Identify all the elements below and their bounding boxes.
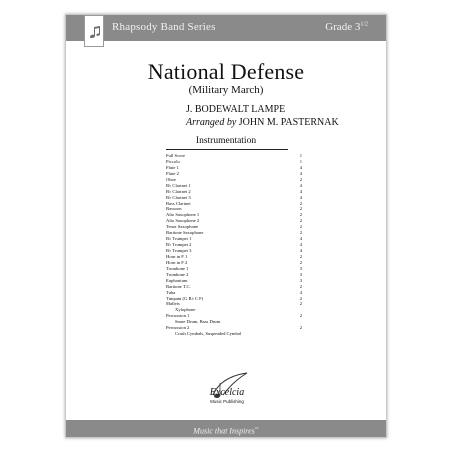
instrument-name: Horn in F 1	[166, 253, 188, 259]
instrument-name: B♭ Trumpet 2	[166, 242, 192, 248]
footer-bar	[66, 420, 386, 437]
instrument-name: Timpani (G B♭ C F)	[166, 295, 204, 301]
instrument-quantity: 2	[299, 230, 302, 236]
instrument-name: Alto Saxophone 1	[166, 212, 200, 218]
instrument-name: Tuba	[166, 289, 176, 295]
instrument-name: Crash Cymbals, Suspended Cymbal	[175, 331, 242, 337]
instrument-quantity: 4	[299, 170, 302, 176]
instrument-name: Xylophone	[175, 307, 196, 313]
series-name: Rhapsody Band Series	[112, 21, 216, 33]
arranger-name: JOHN M. PASTERNAK	[238, 117, 339, 128]
footer-tagline: Music that Inspires	[193, 426, 255, 436]
music-note-icon	[87, 24, 103, 40]
instrument-quantity: 2	[299, 259, 302, 265]
instrumentation-heading: Instrumentation	[195, 136, 257, 146]
instrument-quantity: 2	[299, 295, 302, 301]
instrument-name: Mallets	[166, 301, 180, 307]
instrument-name: Horn in F 2	[166, 259, 188, 265]
instrument-quantity: 2	[299, 253, 302, 259]
instrument-quantity: 2	[299, 283, 302, 289]
publisher-tagline: Music Publishing	[210, 399, 244, 404]
instrument-quantity: 4	[299, 236, 302, 242]
instrument-name: Trombone 1	[166, 265, 189, 271]
instrument-quantity: 1	[299, 158, 302, 164]
series-header-bar	[66, 15, 386, 41]
instrument-name: B♭ Trumpet 3	[166, 248, 192, 253]
instrument-quantity: 2	[299, 218, 302, 224]
instrument-quantity: 2	[299, 200, 302, 206]
instrument-name: Full Score	[166, 153, 186, 158]
instrumentation-list	[166, 153, 302, 337]
instrument-name: Snare Drum, Bass Drum	[175, 319, 221, 325]
instrument-name: Trombone 2	[166, 271, 189, 277]
instrument-row	[166, 331, 302, 337]
instrument-name: Flute 2	[166, 170, 179, 176]
instrument-quantity: 2	[299, 224, 302, 230]
instrument-name: Oboe	[166, 176, 176, 182]
instrument-name: Bassoon	[166, 206, 182, 212]
piece-title: National Defense	[147, 59, 305, 84]
score-cover	[65, 14, 387, 438]
composer-name: J. BODEWALT LAMPE	[186, 104, 286, 115]
instrument-name: B♭ Clarinet 3	[166, 194, 191, 200]
grade-number: Grade 3	[325, 21, 361, 33]
instrument-name: Flute 1	[166, 164, 179, 170]
piece-subtitle: (Military March)	[188, 84, 264, 96]
arranger-credit	[186, 117, 339, 128]
instrument-name: Percussion 1	[166, 313, 190, 319]
instrument-name: Alto Saxophone 2	[166, 218, 200, 224]
trademark-mark: ™	[254, 426, 259, 431]
instrument-quantity: 2	[299, 325, 302, 331]
grade-fraction: 1/2	[360, 21, 368, 28]
series-logo	[84, 15, 104, 47]
instrumentation-divider	[166, 149, 288, 150]
instrument-quantity: 4	[299, 289, 302, 295]
instrument-quantity: 4	[299, 188, 302, 194]
instrument-quantity: 2	[299, 301, 302, 307]
publisher-logo	[189, 371, 265, 415]
publisher-name: Excelcia	[209, 387, 245, 398]
instrument-name: B♭ Clarinet 1	[166, 182, 191, 188]
instrument-quantity: 2	[299, 313, 302, 319]
instrument-name: Bass Clarinet	[166, 200, 191, 206]
instrument-quantity: 3	[299, 265, 302, 271]
instrument-quantity: 4	[299, 164, 302, 170]
instrument-name: Piccolo	[166, 158, 180, 164]
instrument-quantity: 2	[299, 176, 302, 182]
instrument-name: Baritone T.C.	[166, 283, 191, 289]
instrument-quantity: 4	[299, 248, 302, 253]
instrument-name: Tenor Saxophone	[166, 224, 199, 230]
instrument-quantity: 4	[299, 182, 302, 188]
instrument-quantity: 4	[299, 194, 302, 200]
instrument-name: B♭ Clarinet 2	[166, 188, 191, 194]
instrument-quantity: 3	[299, 271, 302, 277]
arranger-lead: Arranged by	[186, 117, 237, 128]
instrument-quantity: 3	[299, 277, 302, 283]
instrument-name: Baritone Saxophone	[166, 230, 204, 236]
instrument-name: Euphonium	[166, 277, 188, 283]
instrument-quantity: 4	[299, 242, 302, 248]
instrument-quantity: 2	[299, 212, 302, 218]
grade-label	[325, 21, 368, 33]
instrument-quantity: 1	[299, 153, 302, 158]
instrument-quantity: 2	[299, 206, 302, 212]
instrument-name: Percussion 2	[166, 325, 190, 331]
instrument-name: B♭ Trumpet 1	[166, 236, 192, 242]
